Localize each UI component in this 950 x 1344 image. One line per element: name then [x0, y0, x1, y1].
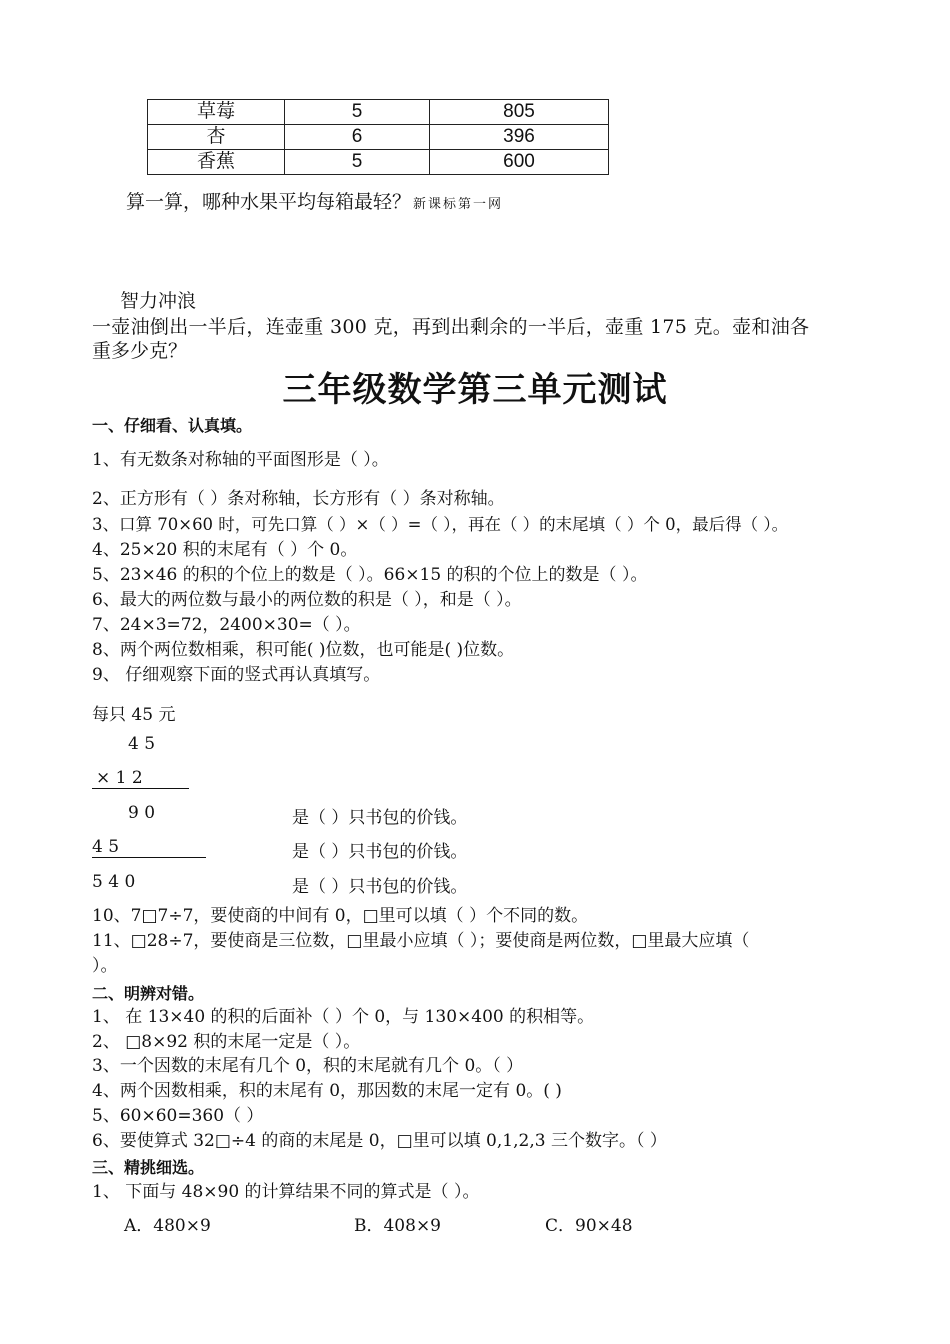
section1-item-5: 5、23×46 的积的个位上的数是（ ）。66×15 的积的个位上的数是（ ）。 [92, 565, 648, 585]
table-row [148, 125, 609, 150]
challenge-text-line1: 一壶油倒出一半后，连壶重 300 克，再到出剩余的一半后，壶重 175 克。壶和油各 [92, 316, 810, 338]
table-cell: 5 [285, 100, 430, 125]
price-fill-1: 是（ ）只书包的价钱。 [292, 808, 468, 828]
section1-item-3: 3、口算 70×60 时，可先口算（ ）×（ ）=（ ），再在（ ）的末尾填（ ）个 0，最后得（ ）。 [92, 515, 789, 534]
table-cell: 草莓 [148, 100, 285, 125]
table-row [148, 100, 609, 125]
section2-item-4: 4、两个因数相乘，积的末尾有 0，那因数的末尾一定有 0。( ) [92, 1081, 562, 1101]
option-c: C．90×48 [545, 1216, 633, 1236]
table-cell: 6 [285, 125, 430, 150]
test-title: 三年级数学第三单元测试 [282, 370, 668, 410]
section1-item-9: 9、 仔细观察下面的竖式再认真填写。 [92, 665, 381, 685]
watermark: 新课标第一网 [413, 197, 504, 212]
fruit-table [147, 99, 609, 175]
price-label: 每只 45 元 [92, 705, 176, 725]
table-row [148, 150, 609, 175]
table-cell: 396 [430, 125, 609, 150]
option-b: B．408×9 [354, 1216, 442, 1236]
table-cell: 5 [285, 150, 430, 175]
challenge-heading: 智力冲浪 [120, 290, 197, 312]
fruit-question-text: 算一算，哪种水果平均每箱最轻？ [126, 191, 412, 213]
vertical-row1: 4 5 [128, 734, 156, 754]
section2-heading: 二、明辨对错。 [92, 984, 205, 1003]
section2-item-2: 2、 □8×92 积的末尾一定是（ ）。 [92, 1032, 361, 1052]
vertical-row5: 5 4 0 [92, 872, 136, 892]
vertical-row2: × 1 2 [92, 768, 189, 789]
section1-item-2: 2、正方形有（ ）条对称轴，长方形有（ ）条对称轴。 [92, 489, 505, 509]
table-cell: 杏 [148, 125, 285, 150]
section1-item-11: 11、□28÷7，要使商是三位数，□里最小应填（ ）；要使商是两位数，□里最大应填（ [92, 931, 750, 951]
section1-item-1: 1、有无数条对称轴的平面图形是（ ）。 [92, 450, 389, 470]
section1-item-11-cont: ）。 [92, 956, 118, 976]
section2-item-1: 1、 在 13×40 的积的后面补（ ）个 0，与 130×400 的积相等。 [92, 1007, 595, 1027]
vertical-row3: 9 0 [128, 803, 156, 823]
table-cell: 香蕉 [148, 150, 285, 175]
section3-item-1: 1、 下面与 48×90 的计算结果不同的算式是（ ）。 [92, 1182, 480, 1202]
section2-item-6: 6、要使算式 32□÷4 的商的末尾是 0，□里可以填 0,1,2,3 三个数字。（ ） [92, 1131, 667, 1151]
table-cell: 600 [430, 150, 609, 175]
vertical-row4: 4 5 [92, 837, 206, 858]
price-fill-3: 是（ ）只书包的价钱。 [292, 877, 468, 897]
section1-item-10: 10、7□7÷7，要使商的中间有 0，□里可以填（ ）个不同的数。 [92, 906, 589, 926]
section1-item-7: 7、24×3=72，2400×30=（ ）。 [92, 615, 361, 635]
section1-item-8: 8、两个两位数相乘，积可能( )位数，也可能是( )位数。 [92, 640, 515, 660]
section1-item-4: 4、25×20 积的末尾有（ ）个 0。 [92, 540, 358, 560]
fruit-question [126, 187, 503, 214]
challenge-text-line2: 重多少克？ [92, 340, 188, 362]
section1-heading: 一、仔细看、认真填。 [92, 416, 253, 435]
price-fill-2: 是（ ）只书包的价钱。 [292, 842, 468, 862]
section2-item-3: 3、一个因数的末尾有几个 0，积的末尾就有几个 0。（ ） [92, 1056, 524, 1076]
option-a: A．480×9 [124, 1216, 211, 1236]
section3-heading: 三、精挑细选。 [92, 1158, 205, 1177]
section2-item-5: 5、60×60=360（ ） [92, 1106, 264, 1126]
section1-item-6: 6、最大的两位数与最小的两位数的积是（ ），和是（ ）。 [92, 590, 522, 610]
table-cell: 805 [430, 100, 609, 125]
